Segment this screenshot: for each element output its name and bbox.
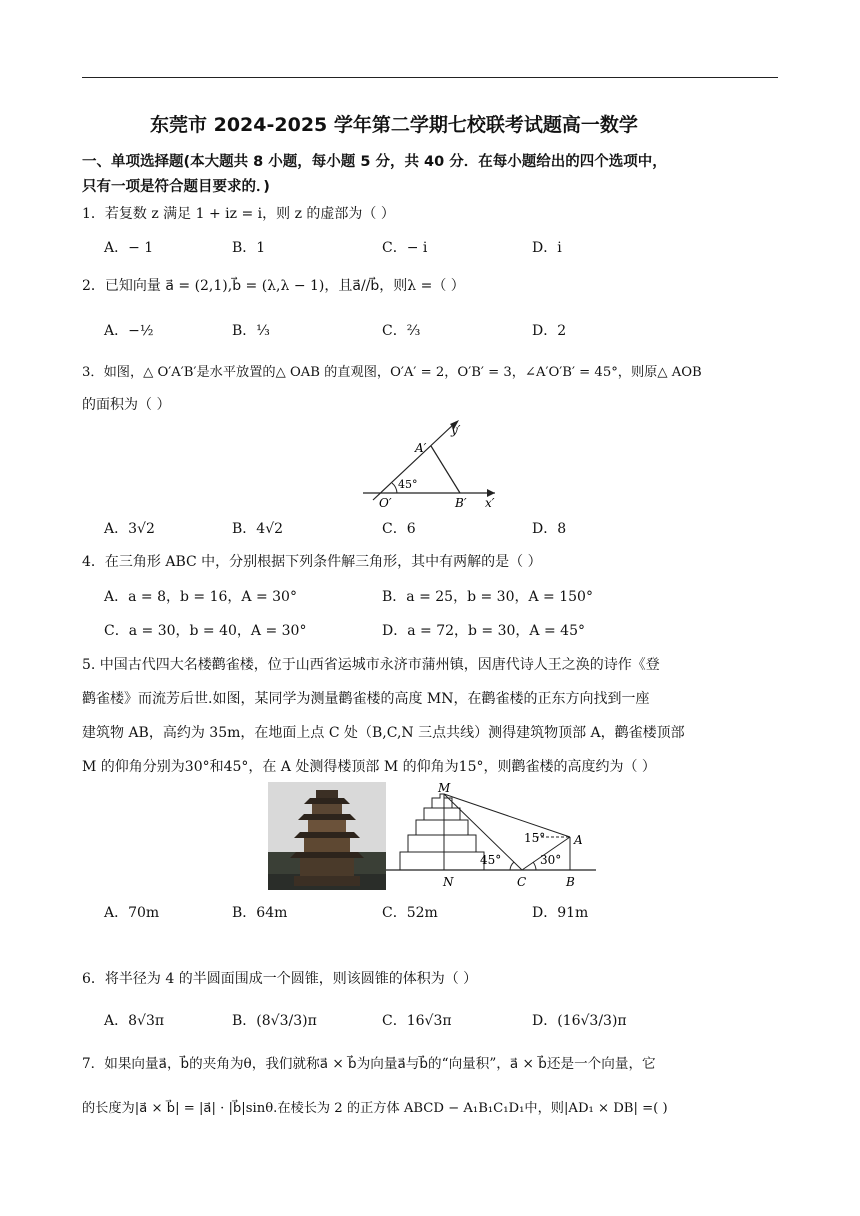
label-angle-45: 45° — [480, 853, 502, 867]
header-rule — [82, 77, 778, 78]
angle-arc — [392, 483, 397, 493]
question-7-line1: 7．如果向量a⃗，b⃗的夹角为θ，我们就称a⃗ × b⃗为向量a⃗与b⃗的“向量积”，a⃗ × b⃗还是一个向量，它 — [82, 1056, 656, 1072]
label-a-prime: A′ — [415, 441, 427, 455]
question-7-line2: 的长度为|a⃗ × b⃗| = |a⃗| · |b⃗|sinθ.在棱长为 2 的正方体 ABCD − A₁B₁C₁D₁中，则|AD₁ × DB| =( ) — [82, 1101, 668, 1116]
label-b: B — [566, 875, 575, 889]
question-1-option-c: C．− i — [382, 240, 428, 256]
question-1-option-b: B．1 — [232, 240, 266, 256]
label-angle-30: 30° — [540, 853, 562, 867]
label-n: N — [443, 875, 454, 889]
question-6-option-b: B．(8√3/3)π — [232, 1013, 317, 1029]
label-a: A — [574, 833, 583, 847]
question-6-stem: 6．将半径为 4 的半圆面围成一个圆锥，则该圆锥的体积为（ ） — [82, 971, 478, 987]
label-c: C — [517, 875, 527, 889]
question-4-option-a: A．a = 8，b = 16，A = 30° — [104, 589, 297, 605]
label-x-prime: x′ — [485, 496, 495, 510]
section-heading-line1: 一、单项选择题(本大题共 8 小题，每小题 5 分，共 40 分．在每小题给出的四个选项中， — [82, 154, 667, 170]
question-4-option-b: B．a = 25，b = 30，A = 150° — [382, 589, 593, 605]
tower-outline — [400, 794, 484, 870]
question-3-figure — [355, 418, 505, 510]
question-5-option-b: B．64m — [232, 905, 288, 921]
question-3-option-d: D．8 — [532, 521, 567, 537]
question-5-option-a: A．70m — [104, 905, 160, 921]
page-title: 东莞市 2024-2025 学年第二学期七校联考试题高一数学 — [150, 114, 638, 136]
question-4-stem: 4．在三角形 ABC 中，分别根据下列条件解三角形，其中有两解的是（ ） — [82, 554, 542, 570]
question-6-option-c: C．16√3π — [382, 1013, 452, 1029]
question-2-option-c: C．⅔ — [382, 323, 421, 339]
question-2-stem: 2．已知向量 a⃗ = (2,1),b⃗ = (λ,λ − 1)，且a⃗//b⃗，则λ =（ ） — [82, 278, 465, 294]
label-y-prime: y′ — [451, 423, 461, 437]
question-3-option-a: A．3√2 — [104, 521, 155, 537]
question-2-option-b: B．⅓ — [232, 323, 270, 339]
question-6-option-a: A．8√3π — [104, 1013, 165, 1029]
question-5-line4: M 的仰角分别为30°和45°，在 A 处测得楼顶部 M 的仰角为15°，则鹳雀楼的高度约为（ ） — [82, 759, 656, 775]
question-5-option-d: D．91m — [532, 905, 589, 921]
label-angle-45: 45° — [398, 478, 418, 491]
question-3-option-c: C．6 — [382, 521, 416, 537]
question-1-stem: 1．若复数 z 满足 1 + iz = i，则 z 的虚部为（ ） — [82, 206, 395, 222]
question-2-option-a: A．−½ — [104, 323, 154, 339]
segment-ma — [444, 794, 570, 837]
question-5-line3: 建筑物 AB，高约为 35m，在地面上点 C 处（B,C,N 三点共线）测得建筑物顶部 A，鹳雀楼顶部 — [82, 725, 685, 741]
label-b-prime: B′ — [455, 496, 467, 510]
question-4-option-c: C．a = 30，b = 40，A = 30° — [104, 623, 307, 639]
label-m: M — [438, 782, 451, 795]
question-2-option-d: D．2 — [532, 323, 567, 339]
section-heading-line2: 只有一项是符合题目要求的．) — [82, 179, 270, 195]
segment-a-b — [431, 446, 460, 493]
label-o-prime: O′ — [379, 496, 392, 510]
question-4-option-d: D．a = 72，b = 30，A = 45° — [382, 623, 585, 639]
question-5-figure — [386, 782, 596, 890]
label-angle-15: 15° — [524, 831, 546, 845]
question-3-stem-line1: 3．如图，△ O′A′B′是水平放置的△ OAB 的直观图，O′A′ = 2，O′B′ = 3，∠A′O′B′ = 45°，则原△ AOB — [82, 365, 702, 380]
question-6-option-d: D．(16√3/3)π — [532, 1013, 627, 1029]
question-5-option-c: C．52m — [382, 905, 438, 921]
question-1-option-d: D．i — [532, 240, 562, 256]
question-3-option-b: B．4√2 — [232, 521, 284, 537]
question-5-line1: 5. 中国古代四大名楼鹳雀楼，位于山西省运城市永济市蒲州镇，因唐代诗人王之涣的诗作《登 — [82, 657, 660, 673]
question-3-stem-line2: 的面积为（ ） — [82, 397, 171, 413]
question-1-option-a: A．− 1 — [104, 240, 154, 256]
tower-photo — [268, 782, 386, 890]
question-5-line2: 鹳雀楼》而流芳后世.如图，某同学为测量鹳雀楼的高度 MN，在鹳雀楼的正东方向找到一座 — [82, 691, 650, 707]
